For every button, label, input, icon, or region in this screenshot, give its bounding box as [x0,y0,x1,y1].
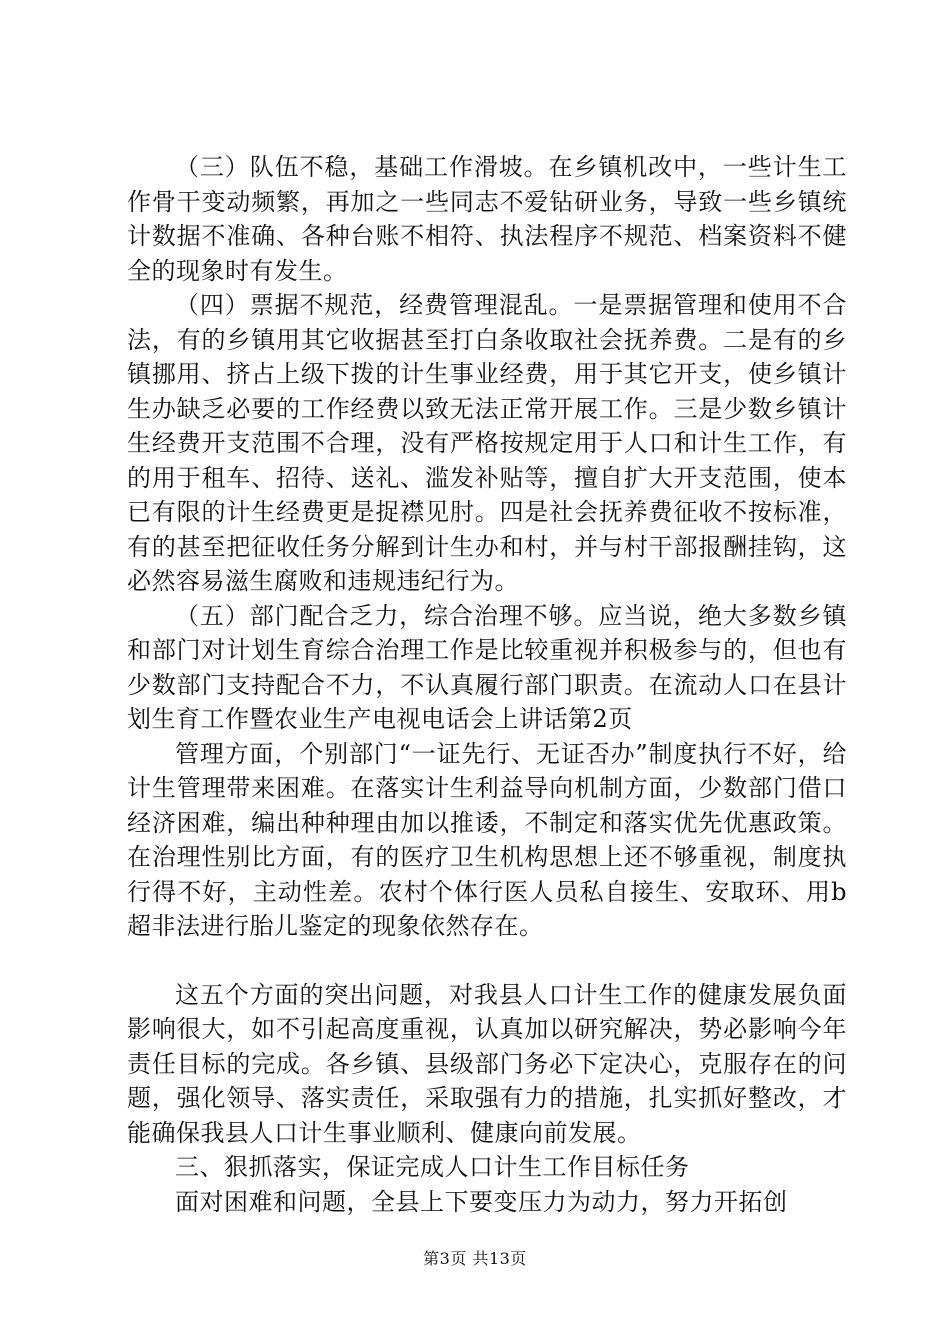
paragraph-section-5: （五）部门配合乏力，综合治理不够。应当说，绝大多数乡镇和部门对计划生育综合治理工作是比较重视并积极参与的，但也有少数部门支持配合不力，不认真履行部门职责。在流动人口在县计划生育工作暨农业生产电视电话会上讲话第2页 [127,601,847,733]
section-heading: 三、狠抓落实，保证完成人口计生工作目标任务 [175,1153,690,1181]
paragraph-closing: 面对困难和问题，全县上下要变压力为动力，努力开拓创 [175,1187,788,1216]
page-footer: 第3页 共13页 [423,1249,527,1268]
document-body [127,150,847,1219]
paragraph-section-4: （四）票据不规范，经费管理混乱。一是票据管理和使用不合法，有的乡镇用其它收据甚至打白条收取社会抚养费。二是有的乡镇挪用、挤占上级下拨的计生事业经费，用于其它开支，使乡镇计生办缺乏必要的工作经费以致无法正常开展工作。三是少数乡镇计生经费开支范围不合理，没有严格按规定用于人口和计生工作，有的用于租车、招待、送礼、滥发补贴等，擅自扩大开支范围，使本已有限的计生经费更是捉襟见肘。四是社会抚养费征收不按标准，有的甚至把征收任务分解到计生办和村，并与村干部报酬挂钩，这必然容易滋生腐败和违规违纪行为。 [127,291,847,595]
paragraph-spacer [127,944,847,978]
paragraph-management: 管理方面，个别部门“一证先行、无证否办”制度执行不好，给计生管理带来困难。在落实计生利益导向机制方面，少数部门借口经济困难，编出种种理由加以推诿，不制定和落实优先优惠政策。在治理性别比方面，有的医疗卫生机构思想上还不够重视，制度执行得不好，主动性差。农村个体行医人员私自接生、安取环、用b超非法进行胎儿鉴定的现象依然存在。 [127,739,847,940]
paragraph-section-3: （三）队伍不稳，基础工作滑坡。在乡镇机改中，一些计生工作骨干变动频繁，再加之一些同志不爱钻研业务，导致一些乡镇统计数据不准确、各种台账不相符、执法程序不规范、档案资料不健全的现象时有发生。 [127,153,847,285]
paragraph-summary: 这五个方面的突出问题，对我县人口计生工作的健康发展负面影响很大，如不引起高度重视，认真加以研究解决，势必影响今年责任目标的完成。各乡镇、县级部门务必下定决心，克服存在的问题，强化领导、落实责任，采取强有力的措施，扎实抓好整改，才能确保我县人口计生事业顺利、健康向前发展。 [127,980,847,1147]
